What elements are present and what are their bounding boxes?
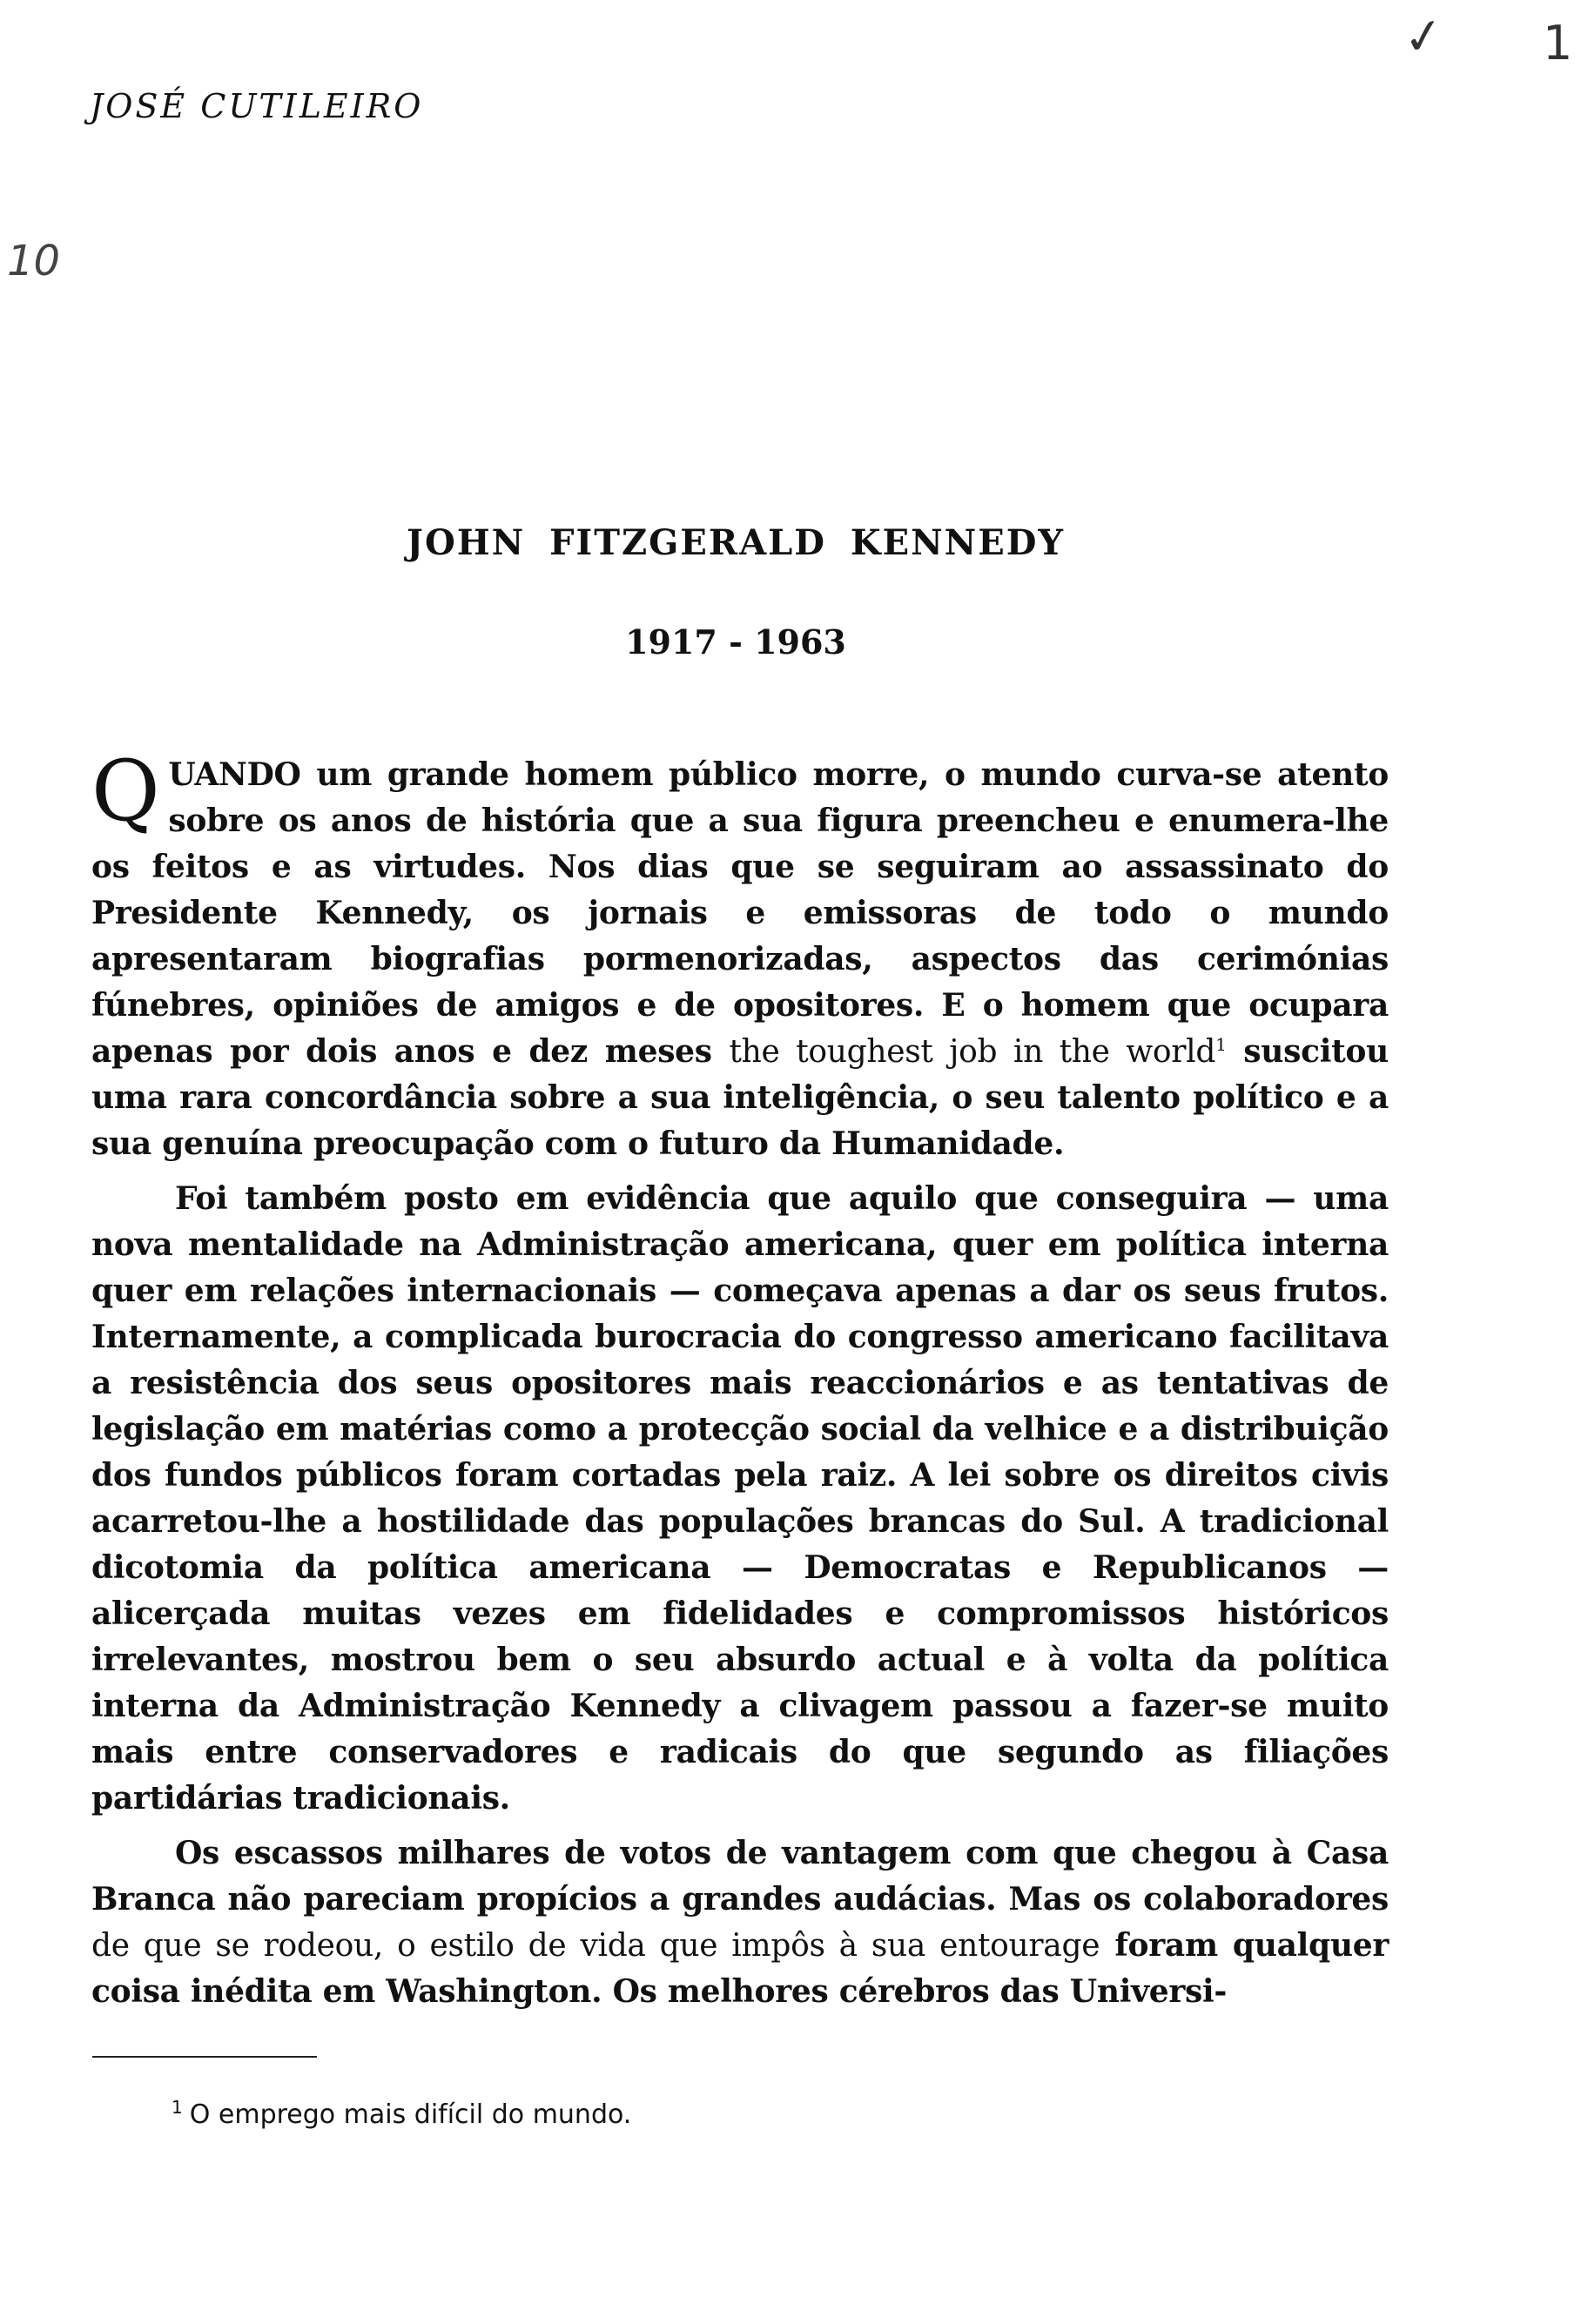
article-title: JOHN FITZGERALD KENNEDY bbox=[407, 522, 1065, 563]
paragraph-3-foreign-phrase: de que se rodeou, o estilo de vida que impôs à sua entourage bbox=[91, 1928, 1100, 1964]
paragraph-2: Foi também posto em evidência que aquilo que conseguira — uma nova mentalidade na Administração americana, quer em política interna quer em relações internacionais — começava apenas a dar os seus frutos. Internamente, a complicada burocracia do congresso americano facilitava a resistência dos seus opositores mais reaccionários e as tentativas de legislação em matérias como a protecção social da velhice e a distribuição dos fundos públicos foram cortadas pela raiz. A lei sobre os direitos civis acarretou-lhe a hostilidade das populações brancas do Sul. A tradicional dicotomia da política americana — Democratas e Republicanos — alicerçada muitas vezes em fidelidades e compromissos históricos irrelevantes, mostrou bem o seu absurdo actual e à volta da política interna da Administração Kennedy a clivagem passou a fazer-se muito mais entre conservadores e radicais do que segundo as filiações partidárias tradicionais. bbox=[91, 1180, 1389, 1817]
pencil-margin-number: 10 bbox=[7, 237, 61, 285]
paragraph-1 bbox=[91, 742, 1390, 1167]
paragraph-3-text-b: foram qualquer coisa inédita em Washington. Os melhores cérebros das Universi- bbox=[91, 1927, 1390, 2010]
drop-cap: Q bbox=[91, 742, 160, 840]
pencil-check-mark: ✓ bbox=[1399, 6, 1449, 68]
author-header: JOSÉ CUTILEIRO bbox=[90, 87, 424, 125]
footnote bbox=[172, 2099, 631, 2130]
paragraph-3-text-a: Os escassos milhares de votos de vantagem com que chegou à Casa Branca não pareciam propícios a grandes audácias. Mas os colaboradores bbox=[91, 1835, 1389, 1918]
article-body bbox=[91, 742, 1390, 2024]
footnote-text: O emprego mais difícil do mundo. bbox=[189, 2099, 632, 2130]
footnote-mark: 1 bbox=[172, 2097, 183, 2118]
paragraph-1-text-b: suscitou uma rara concordância sobre a sua inteligência, o seu talento político e a sua genuína preocupação com o futuro da Humanidade. bbox=[91, 1033, 1390, 1162]
pencil-page-mark: 1 bbox=[1543, 16, 1573, 71]
paragraph-3 bbox=[91, 1830, 1389, 2015]
footnote-reference: 1 bbox=[1215, 1034, 1227, 1055]
footnote-divider bbox=[92, 2056, 317, 2058]
article-dates: 1917 - 1963 bbox=[625, 622, 846, 662]
paragraph-1-foreign-phrase: the toughest job in the world bbox=[729, 1034, 1216, 1070]
paragraph-1-text-a: UANDO um grande homem público morre, o mundo curva-se atento sobre os anos de história que a sua figura preencheu e enumera-lhe os feitos e as virtudes. Nos dias que se seguiram ao assassinato do Presidente Kennedy, os jornais e emissoras de todo o mundo apresentaram biografias pormenorizadas, aspectos das cerimónias fúnebres, opiniões de amigos e de opositores. E o homem que ocupara apenas por dois anos e dez meses bbox=[91, 756, 1389, 1070]
